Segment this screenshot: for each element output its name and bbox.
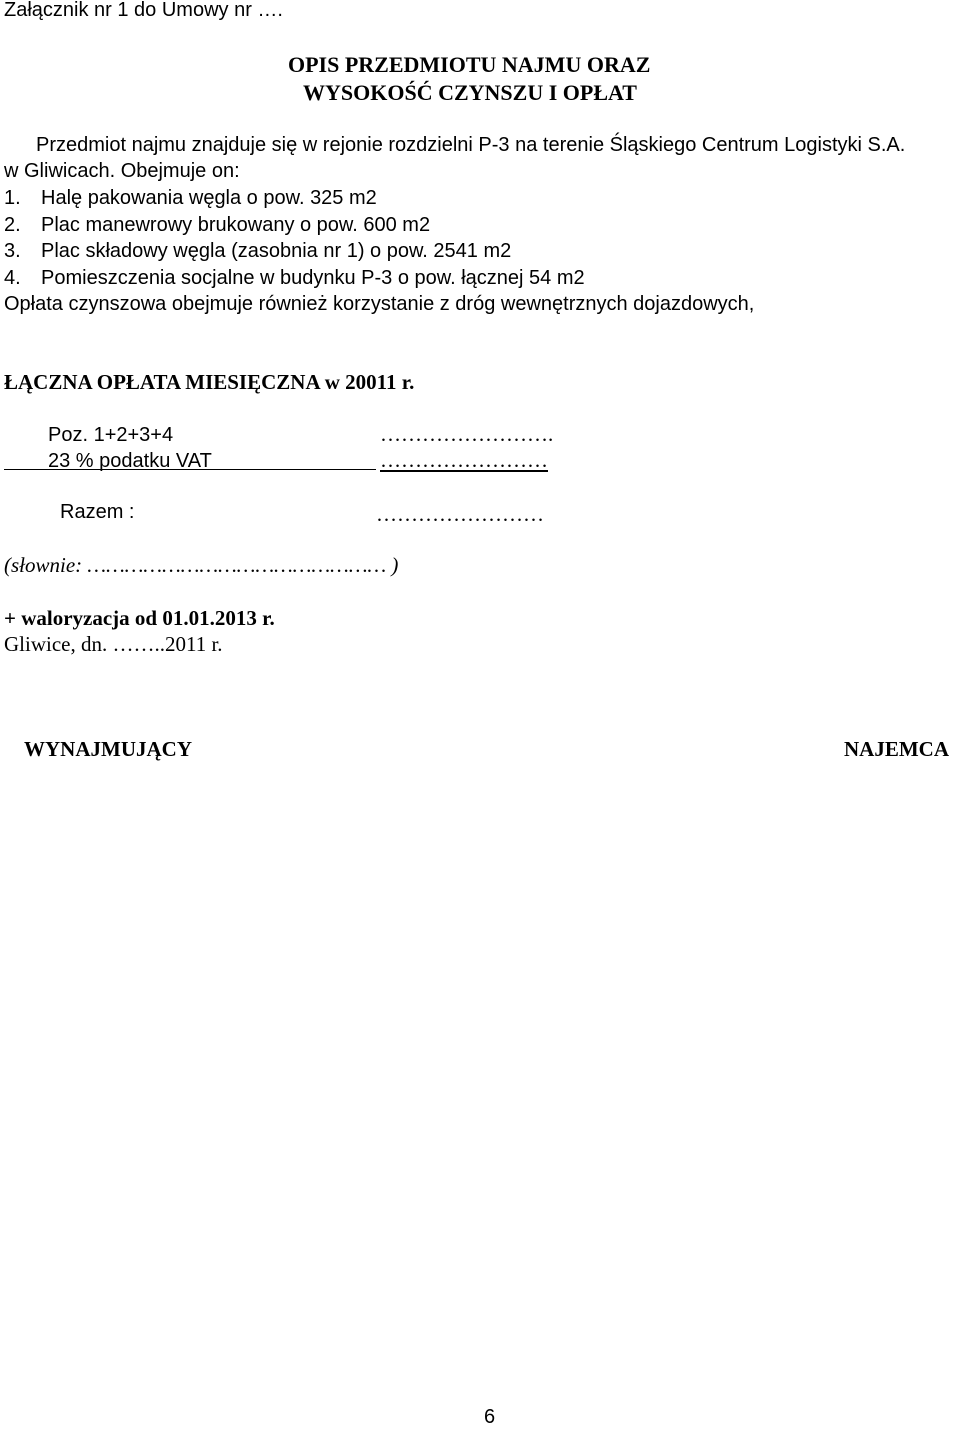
annex-header: Załącznik nr 1 do Umowy nr …. bbox=[4, 0, 283, 21]
fee-note: Opłata czynszowa obejmuje również korzystanie z dróg wewnętrznych dojazdowych, bbox=[4, 293, 755, 315]
list-item-number: 4. bbox=[4, 267, 21, 289]
total-heading: ŁĄCZNA OPŁATA MIESIĘCZNA w 20011 r. bbox=[4, 370, 415, 394]
intro-line-2: w Gliwicach. Obejmuje on: bbox=[4, 160, 240, 182]
vat-value: …………………… bbox=[380, 448, 548, 472]
list-item-text: Plac składowy węgla (zasobnia nr 1) o pow. 2541 m2 bbox=[41, 240, 512, 262]
list-item-text: Plac manewrowy brukowany o pow. 600 m2 bbox=[41, 214, 431, 236]
vat-label: 23 % podatku VAT bbox=[48, 450, 212, 472]
valorization-note: + waloryzacja od 01.01.2013 r. bbox=[4, 606, 275, 630]
list-item-number: 1. bbox=[4, 187, 21, 209]
list-item-number: 2. bbox=[4, 214, 21, 236]
title-line-1: OPIS PRZEDMIOTU NAJMU ORAZ bbox=[288, 52, 651, 77]
total-label: Razem : bbox=[60, 501, 135, 523]
amount-in-words: (słownie: ………………………………………… ) bbox=[4, 553, 399, 577]
position-sum-label: Poz. 1+2+3+4 bbox=[48, 424, 174, 446]
landlord-signature-label: WYNAJMUJĄCY bbox=[24, 737, 192, 761]
list-item-text: Halę pakowania węgla o pow. 325 m2 bbox=[41, 187, 377, 209]
title-line-2: WYSOKOŚĆ CZYNSZU I OPŁAT bbox=[303, 80, 637, 105]
intro-line-1: Przedmiot najmu znajduje się w rejonie rozdzielni P-3 na terenie Śląskiego Centrum Logistyki S.A. bbox=[36, 134, 906, 156]
place-and-date: Gliwice, dn. ……..2011 r. bbox=[4, 632, 223, 656]
position-sum-value: ……………………. bbox=[380, 422, 554, 446]
tenant-signature-label: NAJEMCA bbox=[844, 737, 949, 761]
total-value: …………………… bbox=[376, 502, 544, 526]
list-item-text: Pomieszczenia socjalne w budynku P-3 o pow. łącznej 54 m2 bbox=[41, 267, 585, 289]
page-number: 6 bbox=[484, 1406, 496, 1428]
list-item-number: 3. bbox=[4, 240, 21, 262]
